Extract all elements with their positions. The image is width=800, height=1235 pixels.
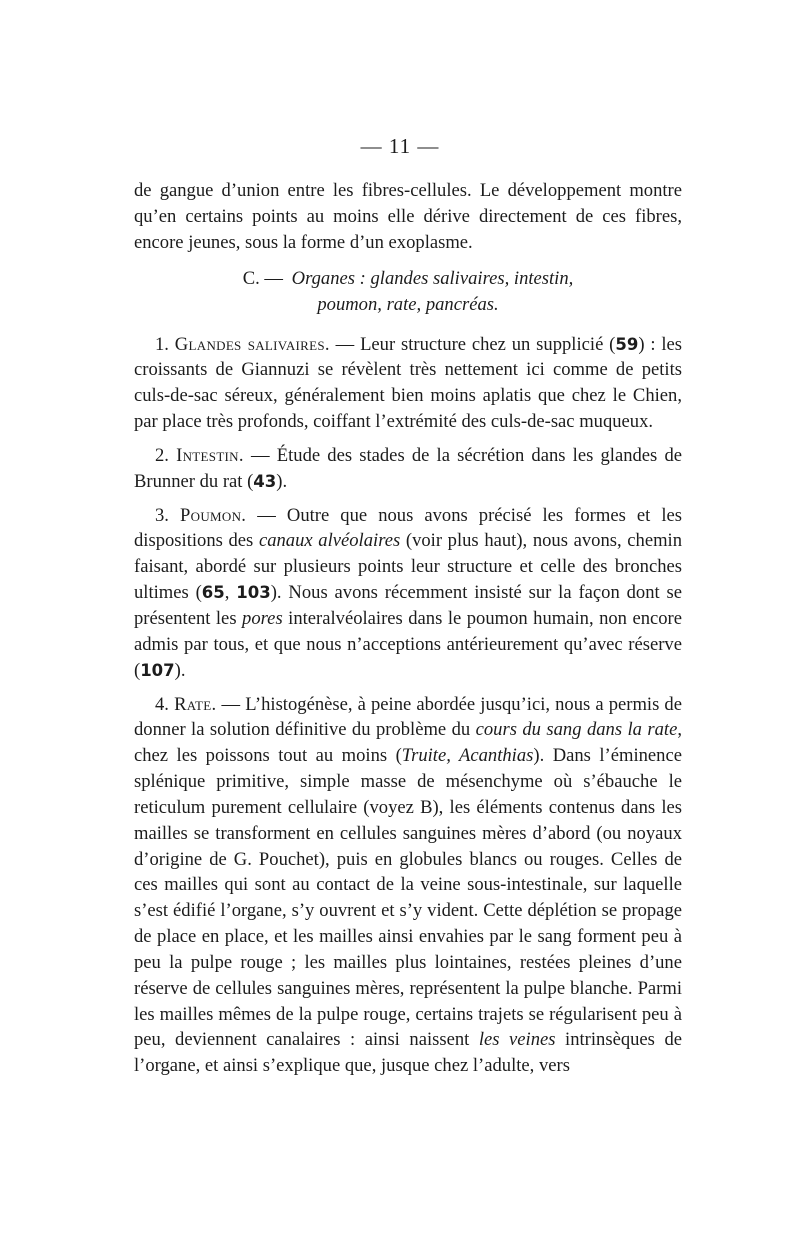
item-title: Intestin. xyxy=(176,444,244,466)
item-title: Rate. xyxy=(174,693,217,715)
item-title: Glandes salivaires. xyxy=(174,333,330,355)
item-text: , chez les poissons tout au moins ( xyxy=(134,719,682,767)
reference-number: 65 xyxy=(201,583,225,603)
item-number: 1. xyxy=(155,333,169,355)
item-number: 4. xyxy=(155,693,169,715)
paragraph-poumon xyxy=(134,503,682,684)
reference-number: 107 xyxy=(140,660,175,680)
italic-term: pores xyxy=(242,607,283,629)
item-text: — Étude des stades de la sécrétion dans les glandes de Brunner du rat ( xyxy=(134,444,682,492)
item-text: ). Nous avons récemment insisté sur la façon dont se présentent les xyxy=(134,582,683,629)
item-text: interalvéolaires dans le poumon humain, non encore admis par tous, et que nous n’acceptions antérieurement qu’avec réserve ( xyxy=(134,607,682,681)
item-text: — L’histogénèse, à peine abordée jusqu’ici, nous a permis de donner la solution définitive du problème du xyxy=(134,693,682,741)
paragraph-rate xyxy=(134,692,682,1080)
section-heading xyxy=(134,266,682,318)
item-text: , xyxy=(224,582,237,604)
item-text: — Outre que nous avons précisé les formes et les dispositions des xyxy=(134,504,682,552)
item-text: ). xyxy=(174,659,186,681)
paragraph-intestin xyxy=(134,443,682,495)
reference-number: 103 xyxy=(236,583,271,603)
section-heading-line1: Organes : glandes salivaires, intestin, xyxy=(291,267,574,289)
item-title: Poumon. xyxy=(180,504,247,526)
intro-paragraph: de gangue d’union entre les fibres-cellules. Le développement montre qu’en certains points au moins elle dérive directement de ces fibres, encore jeunes, sous la forme d’un exoplasme. xyxy=(134,180,682,253)
item-number: 3. xyxy=(155,504,169,526)
item-number: 2. xyxy=(155,444,169,466)
italic-term: les veines xyxy=(478,1029,556,1051)
section-heading-label: C. — xyxy=(242,267,283,289)
italic-term: Truite, Acanthias xyxy=(401,745,534,767)
paragraph-glandes-salivaires xyxy=(134,332,682,435)
italic-term: cours du sang dans la rate xyxy=(475,719,678,741)
item-text: — Leur structure chez un supplicié ( xyxy=(329,333,616,355)
item-text: intrinsèques de l’organe, et ainsi s’explique que, jusque chez l’adulte, vers xyxy=(134,1029,682,1077)
page-body xyxy=(134,178,682,1079)
item-text: ) : les croissants de Giannuzi se révèlent très nettement ici comme de petits culs-de-sac séreux, généralement bien moins aplatis que chez le Chien, par place très profonds, coiffant l’extrémité des culs-de-sac muqueux. xyxy=(134,333,682,433)
italic-term: canaux alvéolaires xyxy=(258,530,401,552)
reference-number: 59 xyxy=(615,334,639,354)
item-text: (voir plus haut), nous avons, chemin faisant, abordé sur plusieurs points leur structure et celle des bronches ultimes ( xyxy=(134,530,682,604)
page-number: — 11 — xyxy=(360,134,440,158)
reference-number: 43 xyxy=(253,471,277,491)
item-text: ). xyxy=(276,470,288,492)
item-text: ). Dans l’éminence splénique primitive, simple masse de mésenchyme où s’ébauche le reticulum purement cellulaire (voyez B), les éléments contenus dans les mailles se transforment en cellules sanguines mères d’abord (ou noyaux d’origine de G. Pouchet), puis en globules blancs ou rouges. Celles de ces mailles qui sont au contact de la veine sous-intestinale, sur laquelle s’est édifié l’organe, s’y ouvrent et s’y vident. Cette déplétion se propage de place en place, et les mailles ainsi envahies par le sang forment peu à peu la pulpe rouge ; les mailles plus lointaines, restées pleines d’une réserve de cellules sanguines mères, représentent la pulpe blanche. Parmi les mailles mêmes de la pulpe rouge, certains trajets se régularisent peu à peu, deviennent canalaires : ainsi naissent xyxy=(134,745,682,1051)
section-heading-line2: poumon, rate, pancréas. xyxy=(317,293,499,315)
